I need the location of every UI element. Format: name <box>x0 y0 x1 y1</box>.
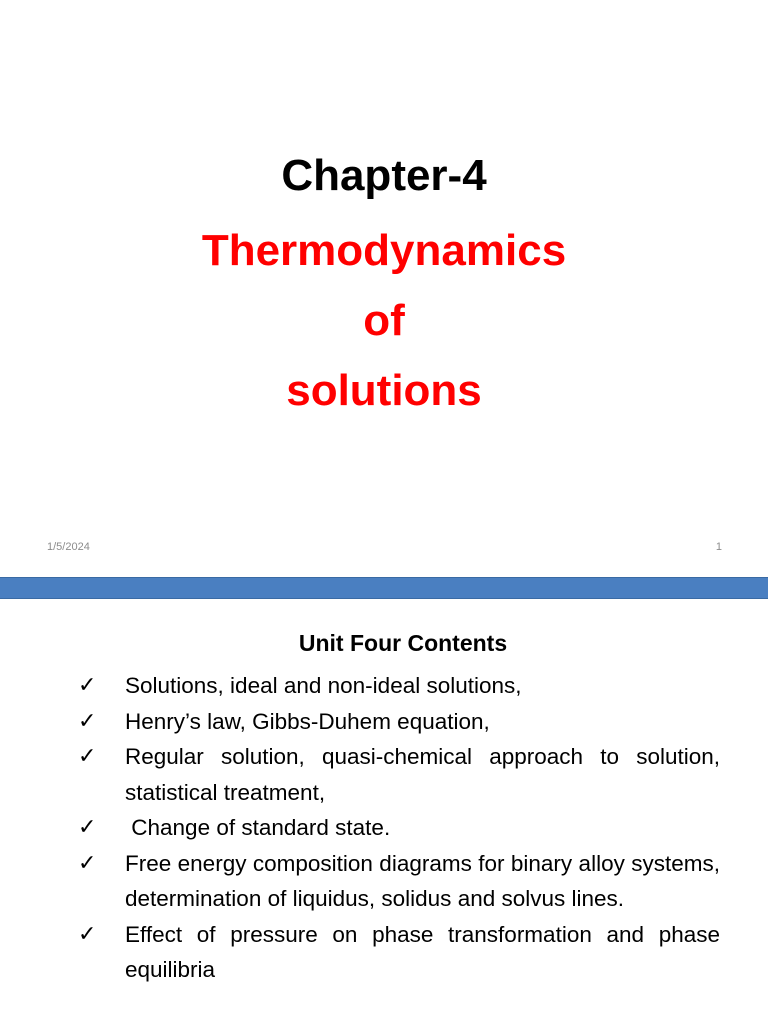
checkmark-icon: ✓ <box>78 815 97 840</box>
slide-divider <box>0 577 768 599</box>
contents-list <box>78 668 720 988</box>
list-item: ✓ Henry’s law, Gibbs-Duhem equation, <box>78 704 720 740</box>
checkmark-icon: ✓ <box>78 744 97 769</box>
slide-number: 1 <box>715 541 722 553</box>
checkmark-icon: ✓ <box>78 708 97 734</box>
chapter-heading: Chapter-4 <box>281 151 487 200</box>
list-item: ✓ Free energy composition diagrams for binary alloy systems, determination of liquidus, solidus and solvus lines. <box>78 846 720 917</box>
list-item: ✓ Regular solution, quasi-chemical approach to solution, statistical treatment, <box>78 739 720 810</box>
slide-date: 1/5/2024 <box>47 541 90 553</box>
contents-slide <box>0 600 768 1024</box>
slide-title <box>0 216 768 426</box>
list-item: ✓ Solutions, ideal and non-ideal solutions, <box>78 668 720 704</box>
list-item: ✓ Effect of pressure on phase transformation and phase equilibria <box>78 917 720 988</box>
list-item: ✓ Change of standard state. <box>78 810 720 846</box>
title-line-2: of <box>363 296 405 345</box>
checkmark-icon: ✓ <box>78 921 97 947</box>
contents-heading: Unit Four Contents <box>298 630 508 656</box>
title-line-3: solutions <box>286 366 482 415</box>
title-line-1: Thermodynamics <box>201 226 567 275</box>
checkmark-icon: ✓ <box>78 850 97 876</box>
checkmark-icon: ✓ <box>78 673 97 698</box>
